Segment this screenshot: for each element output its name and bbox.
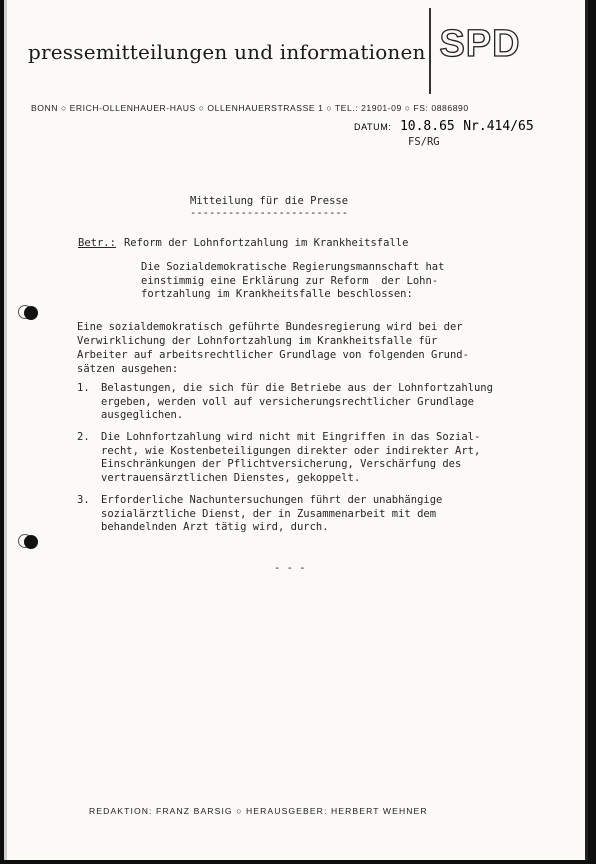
spd-logo-text: SPD xyxy=(439,23,521,65)
document-heading: Mitteilung für die Presse xyxy=(190,195,349,207)
subject-text: Reform der Lohnfortzahlung im Krankheitsfalle xyxy=(123,237,409,249)
intro-text: Die Sozialdemokratische Regierungsmannschaft hat einstimmig eine Erklärung zur Reform der Lohn- fortzahlung im Krankheitsfalle beschlossen: xyxy=(141,261,445,300)
address-line: BONN ○ ERICH-OLLENHAUER-HAUS ○ OLLENHAUERSTRASSE 1 ○ TEL.: 21901-09 ○ FS: 0886890 xyxy=(31,103,469,113)
list-item-text: Belastungen, die sich für die Betriebe aus der Lohnfortzahlung ergeben, werden voll auf versicherungsrechtlicher Grundlage ausgeglichen. xyxy=(101,382,493,421)
punch-hole xyxy=(24,306,38,320)
datum-label: DATUM: xyxy=(354,122,392,132)
list-item-text: Die Lohnfortzahlung wird nicht mit Eingriffen in das Sozial- recht, wie Kostenbeteiligungen direkter oder indirekter Art, Einschränkungen der Pflichtversicherung, Verschärfung des vertrauensärztlichen Dienstes, gekoppelt. xyxy=(101,431,481,484)
date-number-line xyxy=(354,119,534,134)
punch-hole xyxy=(24,535,38,549)
list-item xyxy=(77,382,493,423)
list-item-text: Erforderliche Nachuntersuchungen führt der unabhängige sozialärztliche Dienst, der in Zusammenarbeit mit dem behandelnden Arzt tätig wird, durch. xyxy=(101,494,443,533)
datum-value: 10.8.65 xyxy=(399,119,455,134)
press-release-number: Nr.414/65 xyxy=(463,119,534,134)
page-edge-right xyxy=(585,0,588,860)
body-paragraph: Eine sozialdemokratisch geführte Bundesregierung wird bei der Verwirklichung der Lohnfortzahlung im Krankheitsfalle für Arbeiter auf arbeitsrechtlicher Grundlage von folgenden Grund- sätzen ausgehen: xyxy=(77,321,469,375)
spd-logo xyxy=(439,18,521,66)
list-item-number: 1. xyxy=(77,382,90,394)
list-item xyxy=(77,494,442,535)
letterhead-title: pressemitteilungen und informationen xyxy=(28,40,426,64)
subject-line xyxy=(78,237,408,249)
heading-underline: ------------------------- xyxy=(190,207,349,219)
reference-initials: FS/RG xyxy=(408,136,440,148)
list-item-number: 2. xyxy=(77,431,90,443)
subject-label: Betr.: xyxy=(78,237,116,249)
page-edge-left xyxy=(4,0,7,860)
list-item xyxy=(77,431,480,485)
letterhead-divider xyxy=(429,8,431,94)
end-mark: - - - xyxy=(274,562,306,574)
footer-editorial-line: REDAKTION: FRANZ BARSIG ○ HERAUSGEBER: HERBERT WEHNER xyxy=(89,806,428,816)
list-item-number: 3. xyxy=(77,494,90,506)
document-page xyxy=(4,0,588,860)
